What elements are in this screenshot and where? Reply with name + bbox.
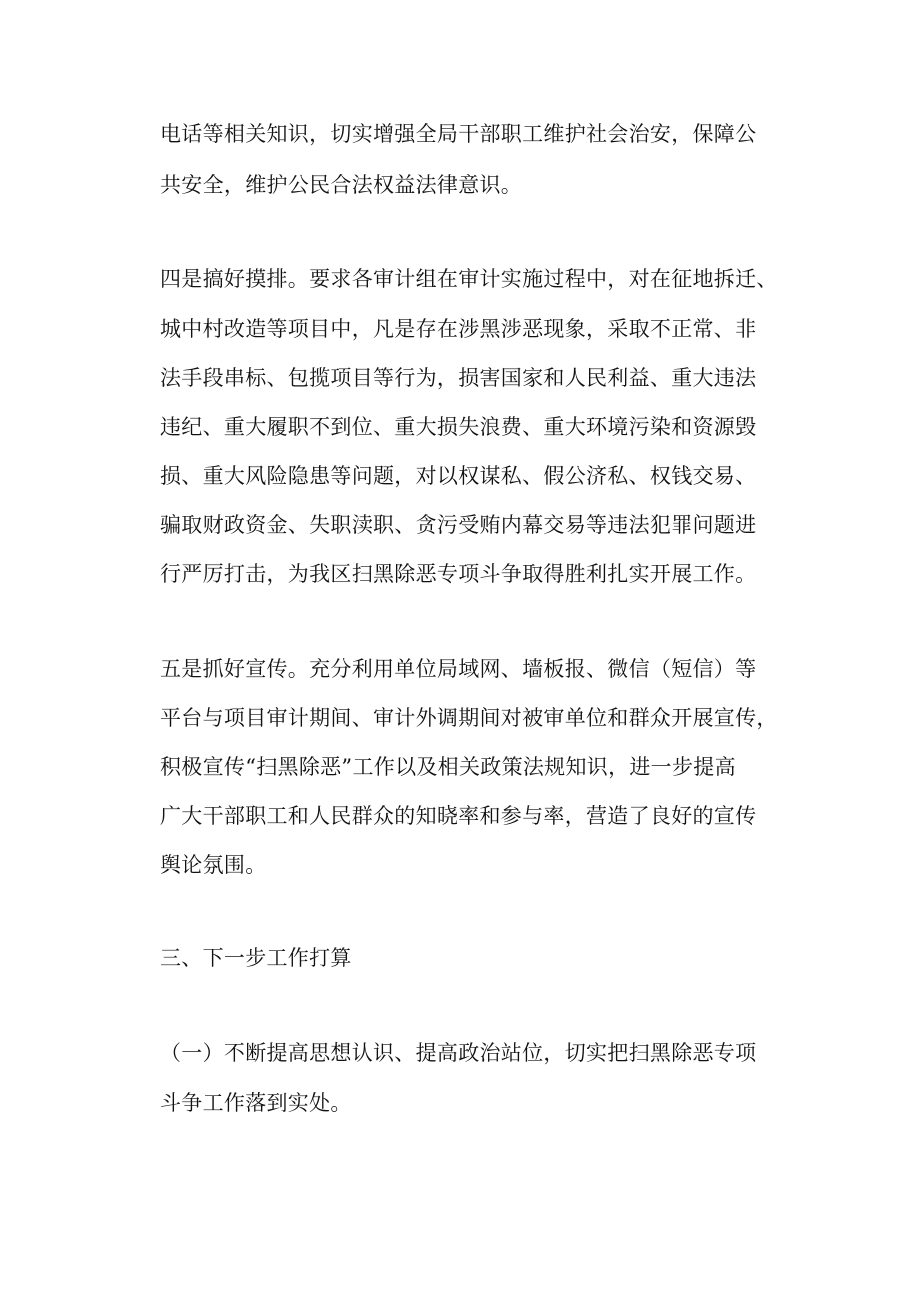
section-heading: 三、下一步工作打算 (160, 946, 352, 970)
text-line: （一）不断提高思想认识、提高政治站位，切实把扫黑除恶专项 (160, 1041, 757, 1065)
text-line: 违纪、重大履职不到位、重大损失浪费、重大环境污染和资源毁 (160, 415, 757, 439)
text-line: 广大干部职工和人民群众的知晓率和参与率，营造了良好的宣传 (160, 804, 757, 828)
text-line: 斗争工作落到实处。 (160, 1091, 352, 1115)
text-line: 法手段串标、包揽项目等行为，损害国家和人民利益、重大违法 (160, 366, 757, 390)
text-line: 共安全，维护公民合法权益法律意识。 (160, 173, 523, 197)
text-line: 损、重大风险隐患等问题，对以权谋私、假公济私、权钱交易、 (160, 464, 757, 488)
text-line: 积极宣传“扫黑除恶”工作以及相关政策法规知识，进一步提高 (160, 755, 736, 779)
text-line: 行严厉打击，为我区扫黑除恶专项斗争取得胜利扎实开展工作。 (160, 562, 757, 586)
text-line: 舆论氛围。 (160, 853, 267, 877)
text-line: 四是搞好摸排。要求各审计组在审计实施过程中，对在征地拆迁、 (160, 267, 778, 291)
text-line: 骗取财政资金、失职渎职、贪污受贿内幕交易等违法犯罪问题进 (160, 513, 757, 537)
text-line: 城中村改造等项目中，凡是存在涉黑涉恶现象，采取不正常、非 (160, 317, 757, 341)
text-line: 五是抓好宣传。充分利用单位局域网、墙板报、微信（短信）等 (160, 657, 757, 681)
text-line: 电话等相关知识，切实增强全局干部职工维护社会治安，保障公 (160, 122, 757, 146)
text-line: 平台与项目审计期间、审计外调期间对被审单位和群众开展宣传， (160, 706, 778, 730)
